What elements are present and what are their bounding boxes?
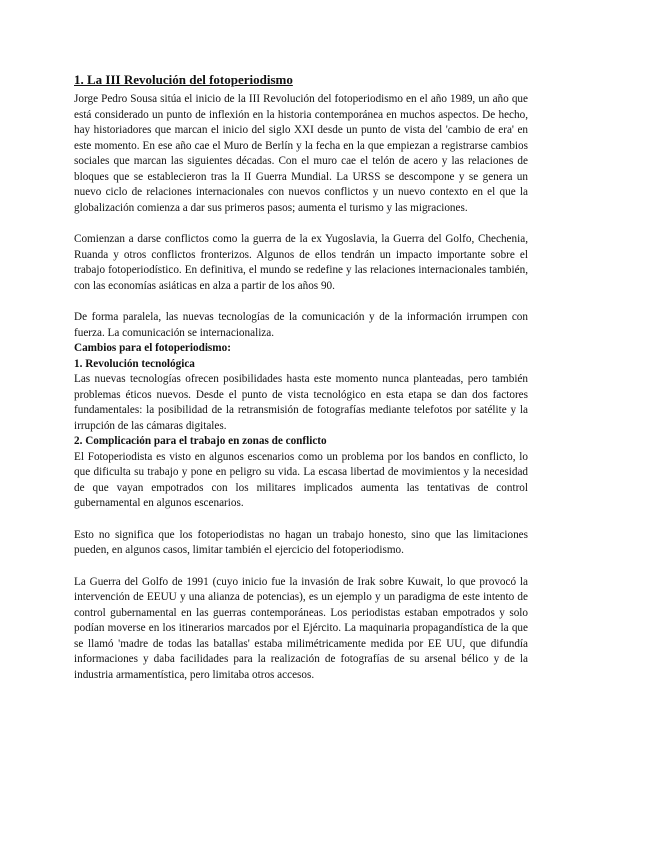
paragraph-gap <box>74 294 528 310</box>
paragraph-technologies: De forma paralela, las nuevas tecnologías de la comunicación y de la información irrumpen con fuerza. La comunicación se internacionaliza. <box>74 311 528 339</box>
subheading-tech-revolution: 1. Revolución tecnológica <box>74 357 195 370</box>
subheading-conflict-zones: 2. Complicación para el trabajo en zonas de conflicto <box>74 435 327 447</box>
document-page <box>74 72 528 683</box>
paragraph-gulf-war: La Guerra del Golfo de 1991 (cuyo inicio fue la invasión de Irak sobre Kuwait, lo que provocó la intervención de EEUU y una alianza de potencias), es un ejemplo y un paradigma de este intento de control gubernamental en las guerras contemporáneas. Los periodistas estaban empotrados y solo podían moverse en los itinerarios marcados por el Ejército. La maquinaria propagandística de la que se llamó 'madre de todas las batallas' estaba milimétricamente medida por EE UU, que difundía informaciones y daba facilidades para la realización de fotografías de su arsenal bélico y de la industria armamentística, pero limitaba otros accesos. <box>74 575 528 681</box>
changes-heading: Cambios para el fotoperiodismo: <box>74 342 231 354</box>
paragraph-conflicts: Comienzan a darse conflictos como la guerra de la ex Yugoslavia, la Guerra del Golfo, Chechenia, Ruanda y otros conflictos fronterizos. Algunos de ellos tendrán un impacto importante sobre el trabajo fotoperiodístico. En definitiva, el mundo se redefine y las relaciones internacionales también, con las economías asiáticas en alza a partir de los años 90. <box>74 233 528 292</box>
paragraph-limitations: Esto no significa que los fotoperiodistas no hagan un trabajo honesto, sino que las limitaciones pueden, en algunos casos, limitar también el ejercicio del fotoperiodismo. <box>74 528 528 556</box>
paragraph-1989: Jorge Pedro Sousa sitúa el inicio de la III Revolución del fotoperiodismo en el año 1989, un año que está considerado un punto de inflexión en la historia contemporánea en muchos aspectos. De hecho, hay historiadores que marcan el inicio del siglo XXI desde un punto de vista del 'cambio de era' en este momento. En ese año cae el Muro de Berlín y la fecha en la que empiezan a registrarse cambios sociales que marcan las siguientes décadas. Con el muro cae el telón de acero y las relaciones de bloques que se establecieron tras la II Guerra Mundial. La URSS se descompone y se genera un nuevo ciclo de relaciones internacionales con nuevos conflictos y un nuevo contexto en el que la globalización comienza a dar sus primeros pasos; aumenta el turismo y las migraciones. <box>74 93 528 214</box>
paragraph-tech: Las nuevas tecnologías ofrecen posibilidades hasta este momento nunca planteadas, pero también problemas éticos nuevos. Desde el punto de vista tecnológico en esta etapa se dan dos factores fundamentales: la posibilidad de la retransmisión de fotografías mediante telefotos por satélite y la irrupción de las cámaras digitales. <box>74 373 528 432</box>
paragraph-gap <box>74 559 528 575</box>
paragraph-gap <box>74 512 528 528</box>
paragraph-gap <box>74 216 528 232</box>
paragraph-photojournalist: El Fotoperiodista es visto en algunos escenarios como un problema por los bandos en conflicto, lo que dificulta su trabajo y pone en peligro su vida. La escasa libertad de movimientos y la necesidad de que vayan empotrados con los militares implicados aumenta las tentativas de control gubernamental en algunos escenarios. <box>74 450 528 509</box>
section-title: 1. La III Revolución del fotoperiodismo <box>74 72 293 87</box>
